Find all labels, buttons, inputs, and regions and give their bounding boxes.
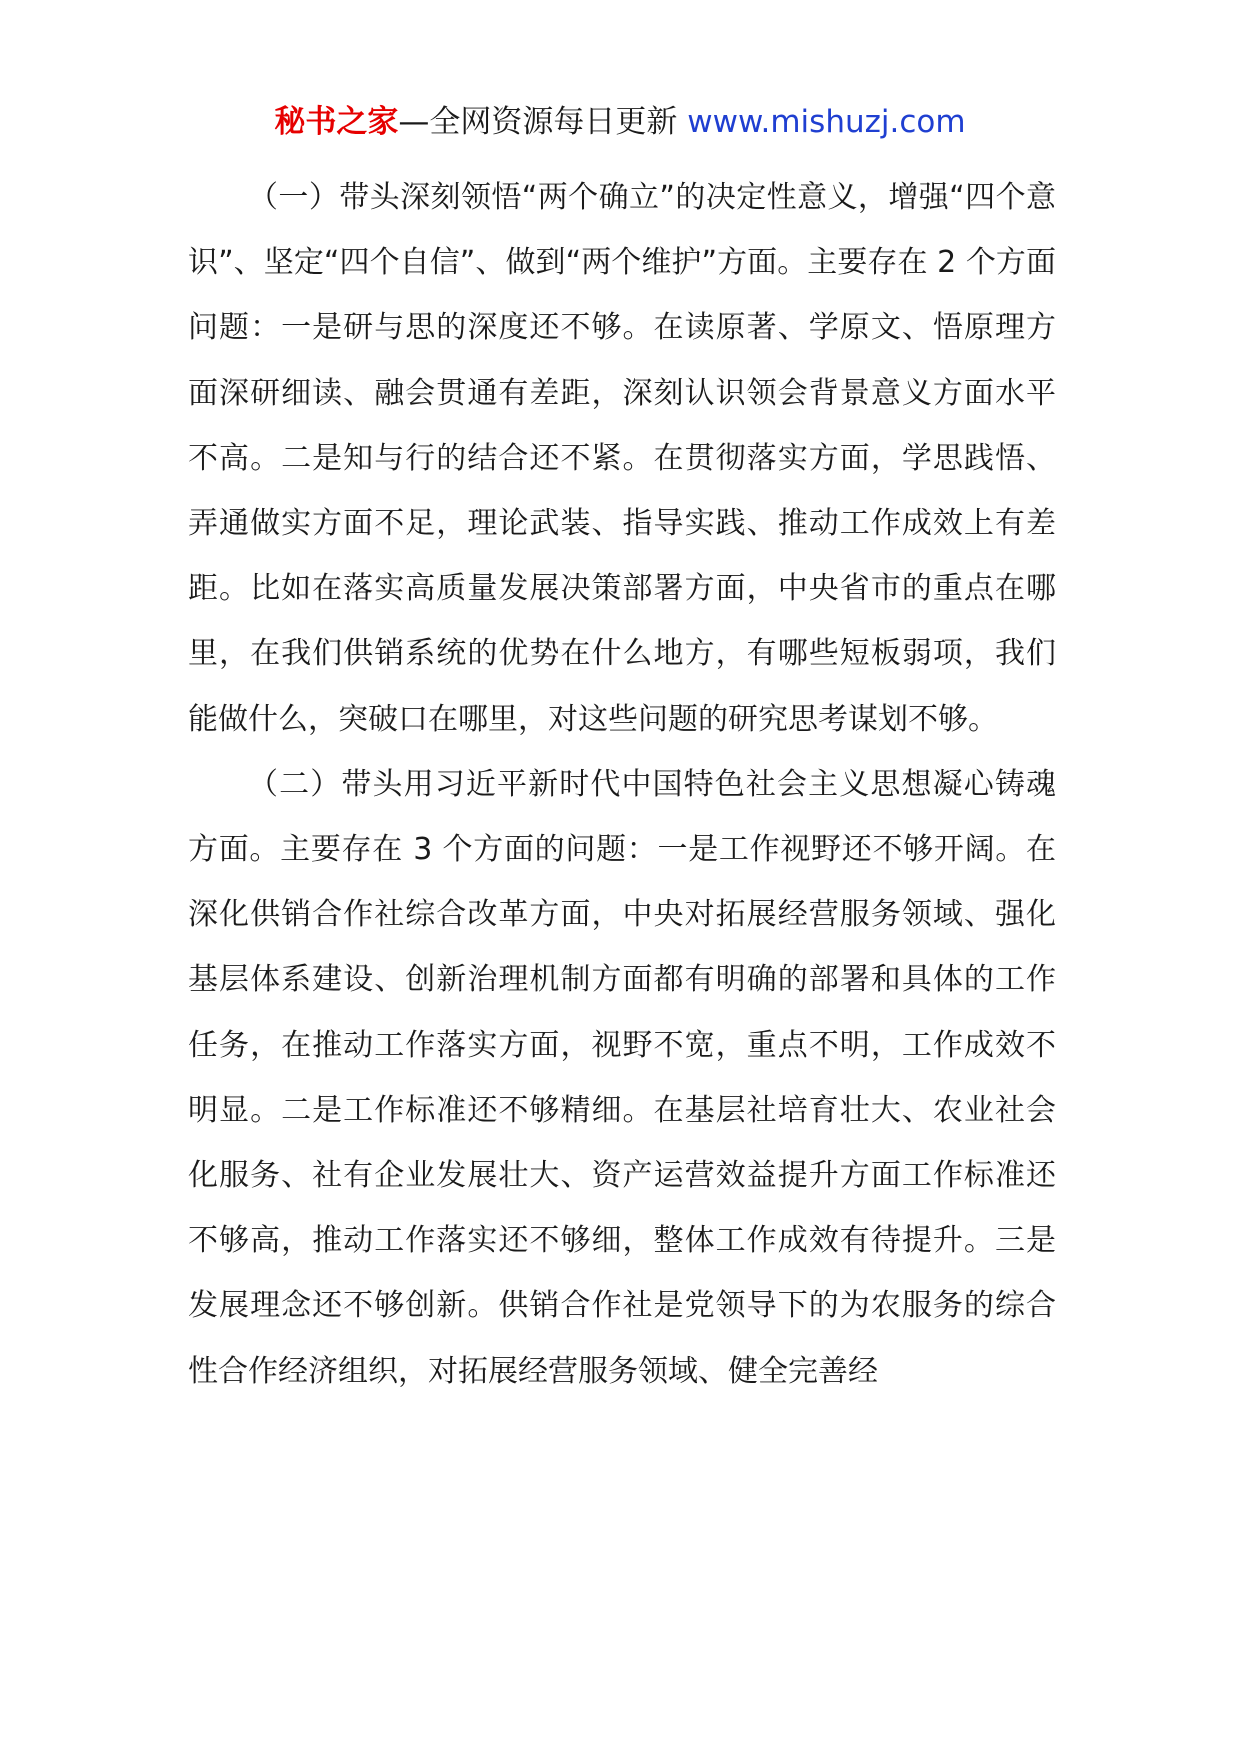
document-body	[188, 165, 1056, 1404]
paragraph-1: （一）带头深刻领悟“两个确立”的决定性意义，增强“四个意识”、坚定“四个自信”、做到“两个维护”方面。主要存在 2 个方面问题：一是研与思的深度还不够。在读原著、学原文、悟原理方面深研细读、融会贯通有差距，深刻认识领会背景意义方面水平不高。二是知与行的结合还不紧。在贯彻落实方面，学思践悟、弄通做实方面不足，理论武装、指导实践、推动工作成效上有差距。比如在落实高质量发展决策部署方面，中央省市的重点在哪里，在我们供销系统的优势在什么地方，有哪些短板弱项，我们能做什么，突破口在哪里，对这些问题的研究思考谋划不够。	[188, 180, 1056, 737]
site-brand: 秘书之家	[274, 104, 399, 140]
site-url-link[interactable]: www.mishuzj.com	[687, 104, 966, 140]
paragraph-2: （二）带头用习近平新时代中国特色社会主义思想凝心铸魂方面。主要存在 3 个方面的问题：一是工作视野还不够开阔。在深化供销合作社综合改革方面，中央对拓展经营服务领域、强化基层体系建设、创新治理机制方面都有明确的部署和具体的工作任务，在推动工作落实方面，视野不宽，重点不明，工作成效不明显。二是工作标准还不够精细。在基层社培育壮大、农业社会化服务、社有企业发展壮大、资产运营效益提升方面工作标准还不够高，推动工作落实还不够细，整体工作成效有待提升。三是发展理念还不够创新。供销合作社是党领导下的为农服务的综合性合作经济组织，对拓展经营服务领域、健全完善经	[188, 766, 1056, 1389]
site-slogan: —全网资源每日更新	[398, 104, 678, 140]
site-header	[0, 100, 1240, 144]
